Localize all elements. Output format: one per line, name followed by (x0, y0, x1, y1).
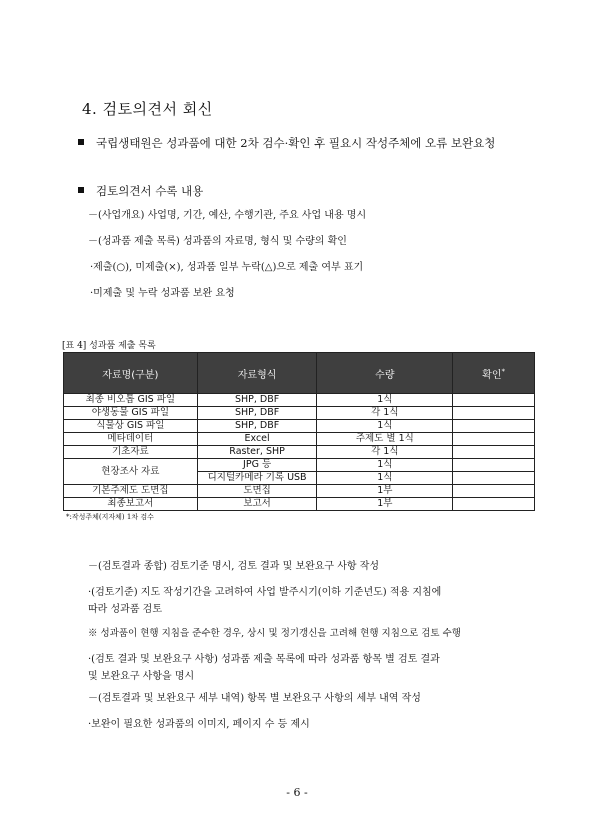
cell-qty: 각 1식 (317, 446, 453, 459)
cell-qty: 1식 (317, 394, 453, 407)
sub-line: ·미제출 및 누락 성과품 보완 요청 (90, 288, 235, 299)
cell-confirm (453, 394, 535, 407)
cell-format: 보고서 (197, 498, 317, 511)
sub-line: －(검토결과 종합) 검토기준 명시, 검토 결과 및 보완요구 사항 작성 (88, 561, 380, 572)
cell-qty: 1부 (317, 485, 453, 498)
cell-qty: 1부 (317, 498, 453, 511)
bullet-text: 국립생태원은 성과품에 대한 2차 검수·확인 후 필요시 작성주체에 오류 보완요청 (96, 136, 496, 150)
table-row (64, 498, 535, 511)
cell-format: SHP, DBF (197, 420, 317, 433)
cell-confirm (453, 472, 535, 485)
sub-line: ·제출(○), 미제출(×), 성과품 일부 누락(△)으로 제출 여부 표기 (90, 262, 364, 273)
table-row (64, 407, 535, 420)
cell-confirm (453, 485, 535, 498)
submission-table (63, 352, 535, 511)
cell-qty: 각 1식 (317, 407, 453, 420)
cell-name: 최종보고서 (64, 498, 198, 511)
table-row (64, 433, 535, 446)
cell-qty: 주제도 별 1식 (317, 433, 453, 446)
header-format: 자료형식 (197, 353, 317, 394)
cell-format: SHP, DBF (197, 394, 317, 407)
sub-line: ·(검토기준) 지도 작성기간을 고려하여 사업 발주시기(이하 기준년도) 적용 지침에 (88, 587, 442, 598)
table-footnote: *:작성주체(지자체) 1차 검수 (66, 513, 154, 521)
cell-name: 식물상 GIS 파일 (64, 420, 198, 433)
cell-name: 메타데이터 (64, 433, 198, 446)
cell-format: Excel (197, 433, 317, 446)
sub-line: －(검토결과 및 보완요구 세부 내역) 항목 별 보완요구 사항의 세부 내역 작성 (88, 693, 421, 704)
section-heading: 4. 검토의견서 회신 (82, 100, 213, 118)
cell-format: 도면집 (197, 485, 317, 498)
cell-qty: 1식 (317, 472, 453, 485)
cell-name: 기본주제도 도면집 (64, 485, 198, 498)
header-name: 자료명(구분) (64, 353, 198, 394)
bullet-item (78, 181, 518, 201)
cell-confirm (453, 433, 535, 446)
cell-name: 야생동물 GIS 파일 (64, 407, 198, 420)
cell-name: 최종 비오톱 GIS 파일 (64, 394, 198, 407)
cell-format: Raster, SHP (197, 446, 317, 459)
bullet-item (78, 133, 518, 153)
square-bullet-icon (78, 139, 84, 145)
square-bullet-icon (78, 187, 84, 193)
cell-confirm (453, 459, 535, 472)
note-line: ※ 성과품이 현행 지침을 준수한 경우, 상시 및 정기갱신을 고려해 현행 지침으로 검토 수행 (88, 628, 461, 639)
header-qty: 수량 (317, 353, 453, 394)
sub-line: －(성과품 제출 목록) 성과품의 자료명, 형식 및 수량의 확인 (88, 236, 347, 247)
table-row (64, 394, 535, 407)
bullet-text: 검토의견서 수록 내용 (96, 184, 204, 198)
sub-line: ·보완이 필요한 성과품의 이미지, 페이지 수 등 제시 (88, 719, 310, 730)
page-number: - 6 - (286, 786, 308, 799)
cell-format: JPG 등 (197, 459, 317, 472)
cell-name: 현장조사 자료 (64, 459, 198, 485)
table-caption: [표 4] 성과품 제출 목록 (62, 341, 156, 351)
table-header-row (64, 353, 535, 394)
cell-confirm (453, 420, 535, 433)
table-row (64, 420, 535, 433)
header-confirm: 확인* (453, 353, 535, 394)
cell-qty: 1식 (317, 459, 453, 472)
sub-line: ·(검토 결과 및 보완요구 사항) 성과품 제출 목록에 따라 성과품 항목 별 검토 결과 (88, 654, 440, 665)
sub-line: 따라 성과품 검토 (88, 604, 162, 615)
cell-confirm (453, 407, 535, 420)
cell-format: SHP, DBF (197, 407, 317, 420)
cell-name: 기초자료 (64, 446, 198, 459)
cell-format: 디지털카메라 기록 USB (197, 472, 317, 485)
table-row (64, 459, 535, 472)
cell-confirm (453, 446, 535, 459)
cell-confirm (453, 498, 535, 511)
table-row (64, 446, 535, 459)
cell-qty: 1식 (317, 420, 453, 433)
sub-line: －(사업개요) 사업명, 기간, 예산, 수행기관, 주요 사업 내용 명시 (88, 210, 367, 221)
sub-line: 및 보완요구 사항을 명시 (88, 671, 195, 682)
table-row (64, 485, 535, 498)
